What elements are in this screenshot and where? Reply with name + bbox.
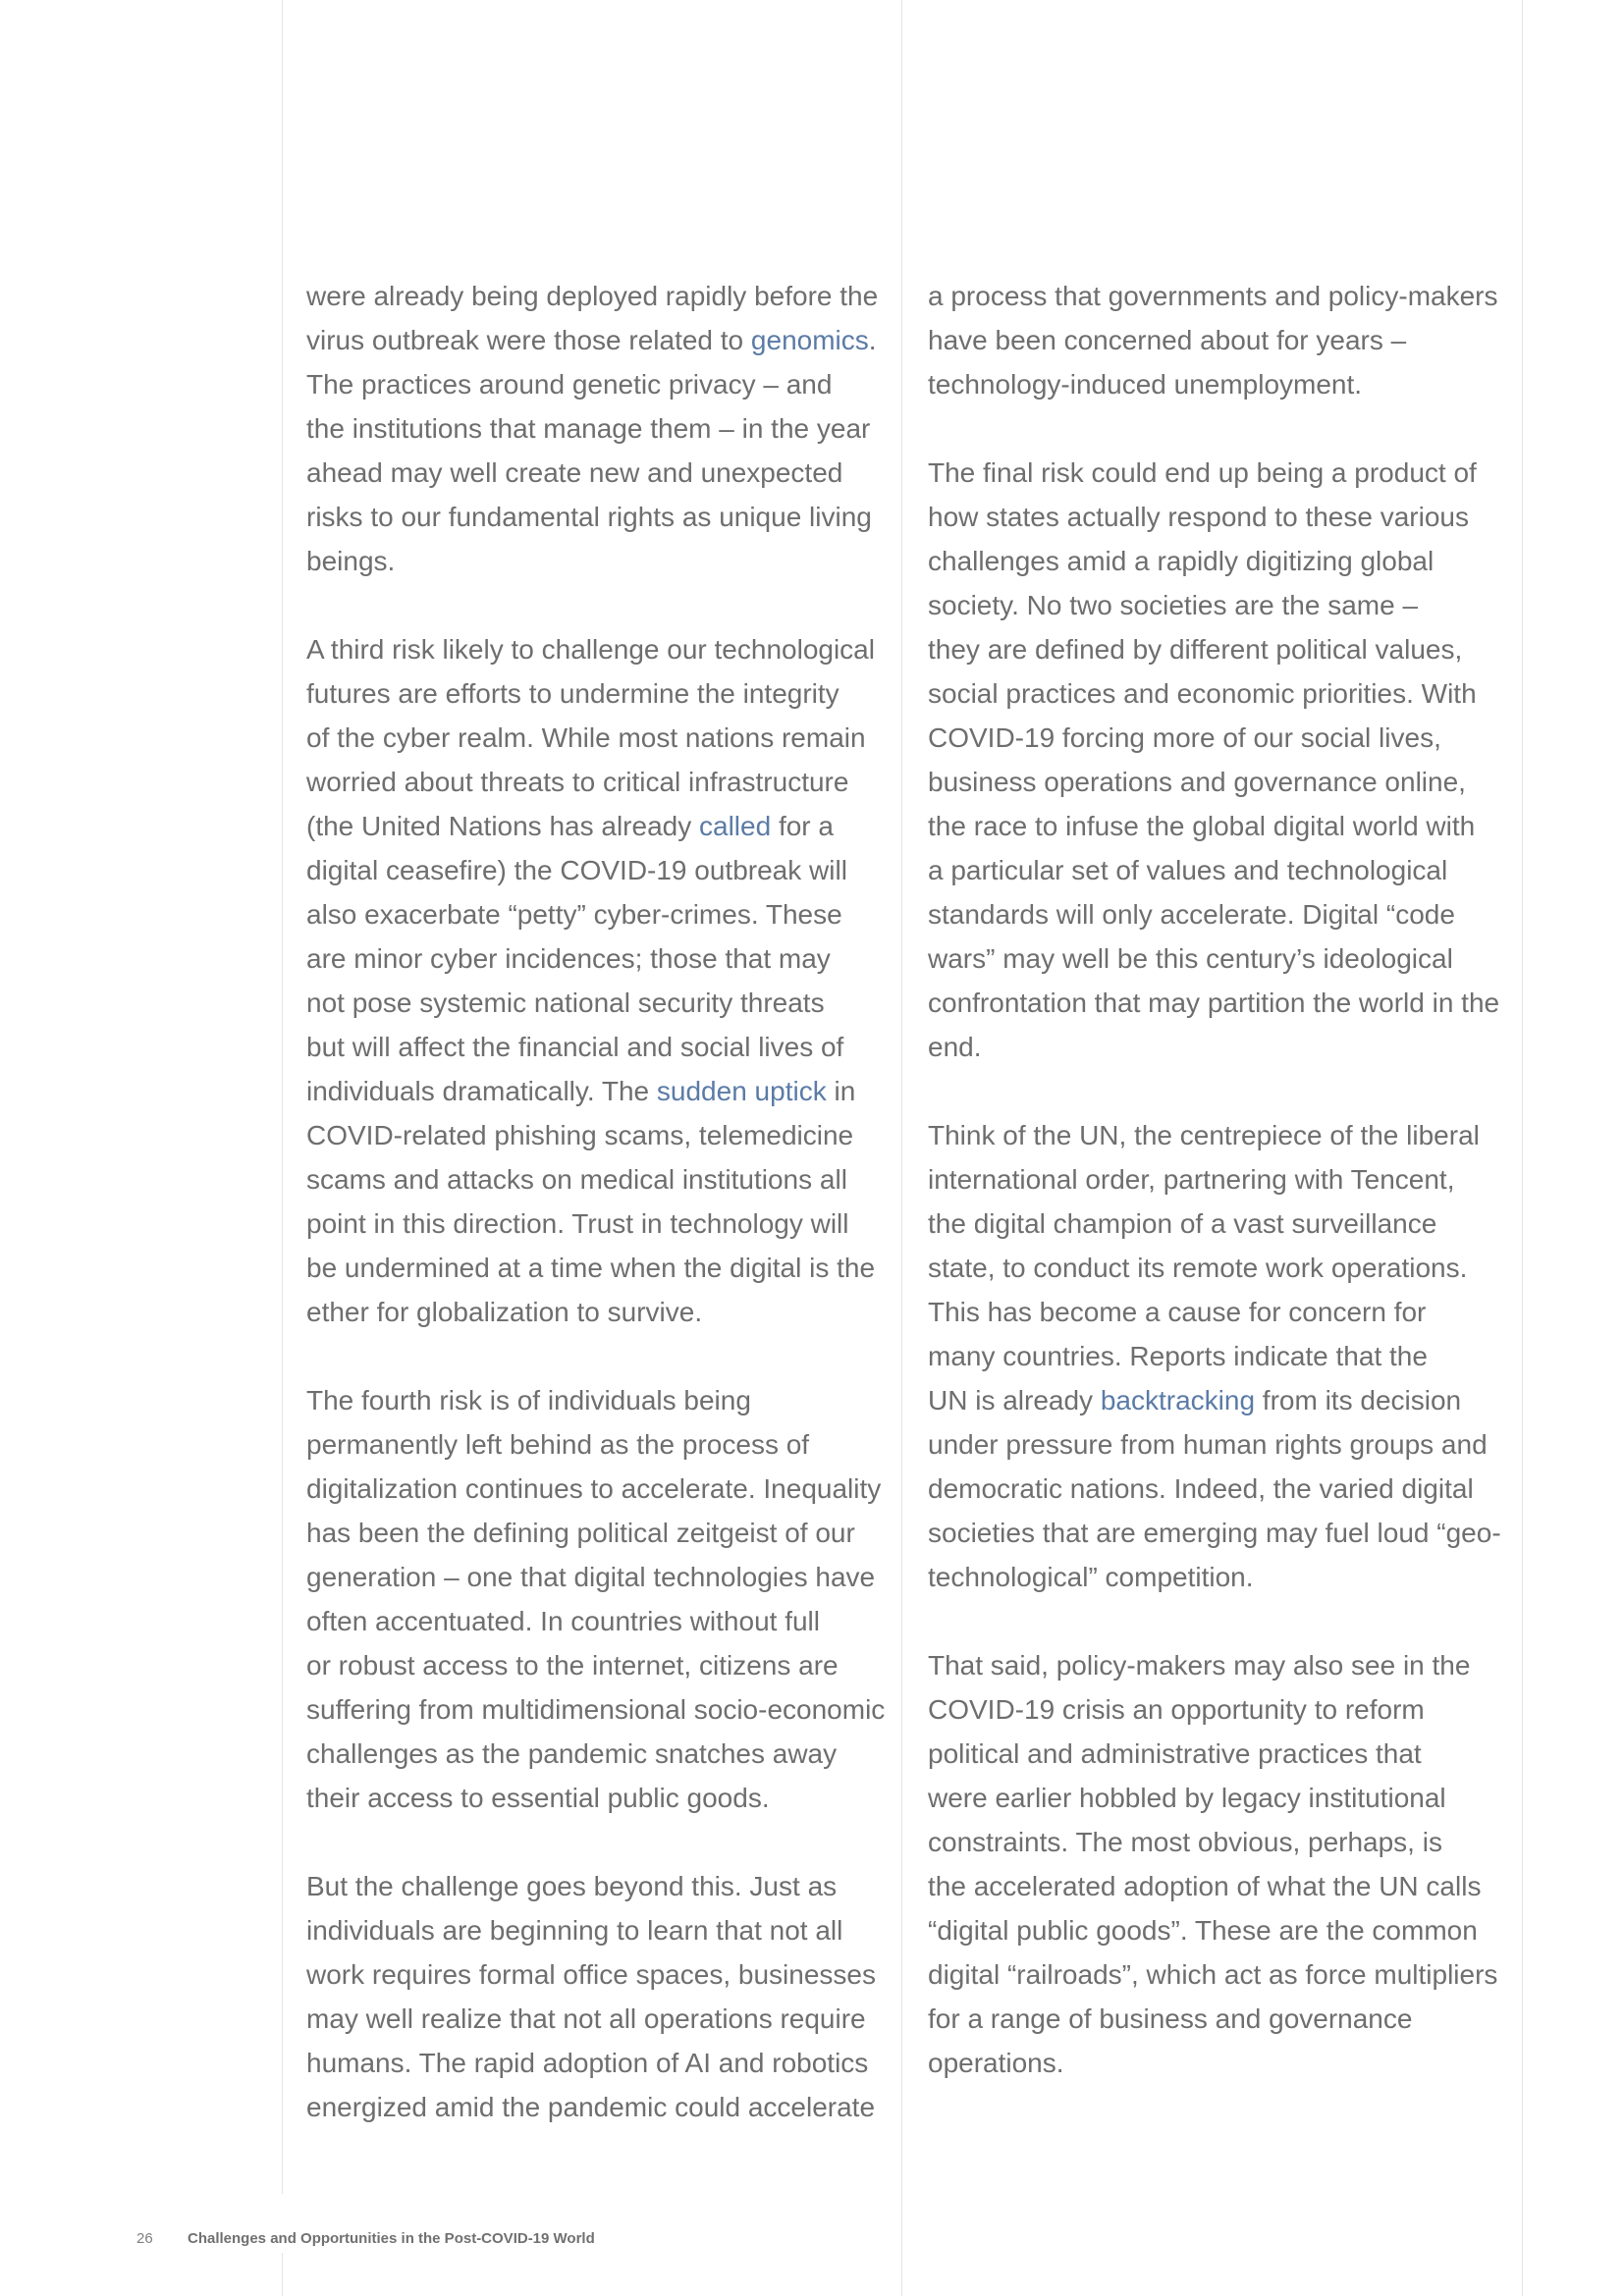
text-line: technological” competition. [928,1562,1254,1592]
text-line: often accentuated. In countries without full [306,1606,820,1636]
text-line: a particular set of values and technological [928,855,1448,885]
paragraph-genomics [306,274,879,583]
text-line: The fourth risk is of individuals being [306,1385,751,1415]
text-line: operations. [928,2048,1064,2078]
text-line: are minor cyber incidences; those that may [306,943,831,974]
text-line: were earlier hobbled by legacy institutional [928,1783,1446,1813]
text-line: individuals dramatically. The sudden uptick in [306,1076,856,1106]
link-genomics[interactable]: genomics [750,325,869,355]
text-line: political and administrative practices that [928,1738,1422,1769]
text-line: humans. The rapid adoption of AI and robotics [306,2048,869,2078]
text-line: beings. [306,546,396,576]
text-line: were already being deployed rapidly before the [306,281,879,311]
text-line: UN is already backtracking from its decision [928,1385,1462,1415]
text-line: of the cyber realm. While most nations remain [306,722,866,753]
left-column [306,274,886,2129]
text-line: technology-induced unemployment. [928,369,1363,400]
paragraph-unemployment [928,274,1497,406]
text-line: digital ceasefire) the COVID-19 outbreak will [306,855,847,885]
text-line: wars” may well be this century’s ideological [928,943,1453,974]
text-line: futures are efforts to undermine the integrity [306,678,839,709]
text-line: societies that are emerging may fuel loud “geo- [928,1518,1501,1548]
link-backtracking[interactable]: backtracking [1100,1385,1256,1415]
paragraph-challenge-beyond [306,1864,876,2129]
text-line: point in this direction. Trust in technology will [306,1208,849,1239]
text-line: energized amid the pandemic could accelerate [306,2092,876,2122]
text-line: COVID-related phishing scams, telemedicine [306,1120,854,1150]
text-line: the digital champion of a vast surveillance [928,1208,1437,1239]
text-line: the accelerated adoption of what the UN calls [928,1871,1482,1901]
right-column [928,274,1501,2085]
paragraph-third-risk [306,627,876,1334]
text-line: international order, partnering with Tencent, [928,1164,1455,1195]
text-line: end. [928,1032,982,1062]
text-line: be undermined at a time when the digital is the [306,1253,876,1283]
text-line: the institutions that manage them – in the year [306,413,871,444]
paragraph-fourth-risk [306,1378,886,1820]
text-line: democratic nations. Indeed, the varied digital [928,1473,1474,1504]
text-line: COVID-19 crisis an opportunity to reform [928,1694,1425,1725]
text-line: but will affect the financial and social lives of [306,1032,844,1062]
text-line: worried about threats to critical infrastructure [306,767,849,797]
text-line: confrontation that may partition the world in the [928,988,1500,1018]
text-line: The final risk could end up being a product of [928,457,1477,488]
footer-title: Challenges and Opportunities in the Post-COVID-19 World [188,2230,595,2247]
text-line: or robust access to the internet, citizens are [306,1650,839,1681]
text-line: under pressure from human rights groups and [928,1429,1488,1460]
text-line: That said, policy-makers may also see in the [928,1650,1471,1681]
text-line: not pose systemic national security threats [306,988,825,1018]
text-line: digitalization continues to accelerate. Inequality [306,1473,882,1504]
text-line: This has become a cause for concern for [928,1297,1427,1327]
text-line: virus outbreak were those related to genomics. [306,325,877,355]
text-line: digital “railroads”, which act as force multipliers [928,1959,1498,1990]
link-sudden-uptick[interactable]: sudden uptick [656,1076,827,1106]
link-called[interactable]: called [699,811,772,841]
text-line: social practices and economic priorities. With [928,678,1477,709]
text-line: ether for globalization to survive. [306,1297,703,1327]
text-line: permanently left behind as the process of [306,1429,810,1460]
text-line: many countries. Reports indicate that the [928,1341,1428,1371]
text-line: risks to our fundamental rights as unique living [306,502,872,532]
paragraph-digital-public-goods [928,1643,1497,2085]
text-line: how states actually respond to these various [928,502,1469,532]
text-line: may well realize that not all operations require [306,2003,866,2034]
text-line: a process that governments and policy-makers [928,281,1498,311]
text-line: standards will only accelerate. Digital “code [928,899,1455,930]
paragraph-final-risk [928,451,1500,1069]
text-line: “digital public goods”. These are the common [928,1915,1478,1946]
text-line: their access to essential public goods. [306,1783,770,1813]
page-number: 26 [136,2230,153,2247]
text-line: Think of the UN, the centrepiece of the liberal [928,1120,1480,1150]
text-line: state, to conduct its remote work operations. [928,1253,1468,1283]
text-line: individuals are beginning to learn that not all [306,1915,843,1946]
text-line: challenges amid a rapidly digitizing global [928,546,1435,576]
text-line: they are defined by different political values, [928,634,1463,665]
text-line: have been concerned about for years – [928,325,1407,355]
text-line: work requires formal office spaces, businesses [306,1959,876,1990]
text-line: constraints. The most obvious, perhaps, is [928,1827,1442,1857]
text-line: for a range of business and governance [928,2003,1413,2034]
text-line: suffering from multidimensional socio-economic [306,1694,886,1725]
column-rule-left [282,0,283,2296]
text-line: business operations and governance online, [928,767,1466,797]
column-rule-middle [901,0,902,2296]
text-line: society. No two societies are the same – [928,590,1419,620]
text-line: The practices around genetic privacy – and [306,369,833,400]
text-line: A third risk likely to challenge our technological [306,634,875,665]
text-line: generation – one that digital technologies have [306,1562,876,1592]
paragraph-un-tencent [928,1113,1501,1599]
text-line: the race to infuse the global digital world with [928,811,1476,841]
text-line: has been the defining political zeitgeist of our [306,1518,855,1548]
text-line: (the United Nations has already called for a [306,811,834,841]
text-line: challenges as the pandemic snatches away [306,1738,838,1769]
text-line: COVID-19 forcing more of our social lives, [928,722,1441,753]
text-line: also exacerbate “petty” cyber-crimes. These [306,899,842,930]
column-rule-right [1522,0,1523,2296]
text-line: But the challenge goes beyond this. Just as [306,1871,838,1901]
text-line: ahead may well create new and unexpected [306,457,843,488]
text-line: scams and attacks on medical institutions all [306,1164,847,1195]
